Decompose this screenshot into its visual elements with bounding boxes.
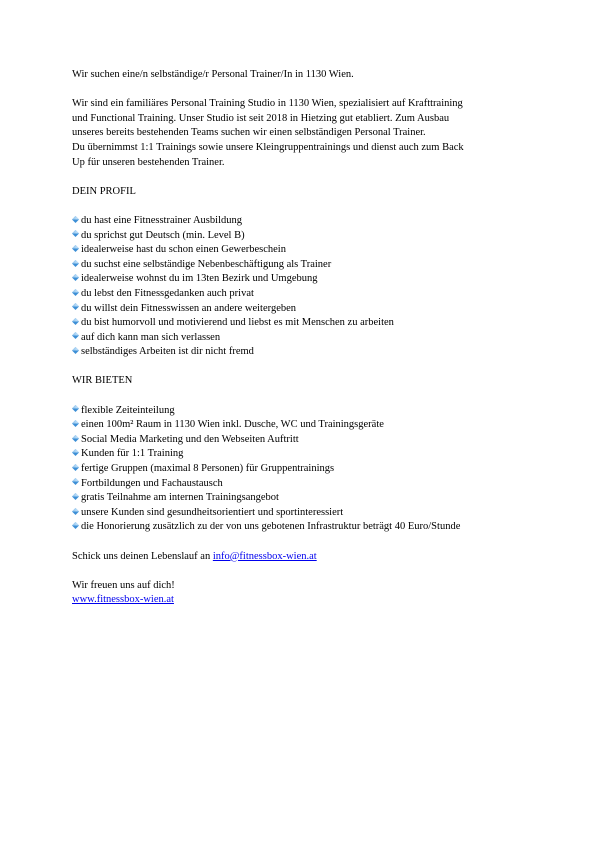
diamond-bullet-icon: [72, 464, 79, 471]
about-line: unseres bereits bestehenden Teams suchen wir einen selbständigen Personal Trainer.: [72, 127, 426, 139]
diamond-bullet-icon: [72, 332, 79, 339]
diamond-bullet-icon: [72, 508, 79, 515]
list-item: [72, 287, 542, 302]
list-item: [72, 214, 542, 229]
about-line: und Functional Training. Unser Studio ist seit 2018 in Hietzing gut etabliert. Zum Ausbau: [72, 112, 450, 124]
list-item: [72, 243, 542, 258]
diamond-bullet-icon: [72, 260, 79, 267]
list-item-text: unsere Kunden sind gesundheitsorientiert und sportinteressiert: [81, 506, 344, 518]
list-item: [72, 272, 542, 287]
list-item: [72, 404, 542, 419]
document-page: [72, 68, 542, 608]
diamond-bullet-icon: [72, 522, 79, 529]
list-item: [72, 302, 542, 317]
list-item-text: flexible Zeiteinteilung: [81, 404, 175, 416]
list-item-text: Social Media Marketing und den Webseiten Auftritt: [81, 433, 299, 445]
list-item: [72, 462, 542, 477]
diamond-bullet-icon: [72, 493, 79, 500]
list-item-text: idealerweise wohnst du im 13ten Bezirk und Umgebung: [81, 273, 318, 285]
list-item: [72, 316, 542, 331]
intro-text: Wir suchen eine/n selbständige/r Personal Trainer/In in 1130 Wien.: [72, 69, 354, 80]
list-item: [72, 331, 542, 346]
about-line: Wir sind ein familiäres Personal Training Studio in 1130 Wien, spezialisiert auf Krafttraining: [72, 98, 463, 110]
offer-list: [72, 404, 542, 535]
list-item: [72, 418, 542, 433]
diamond-bullet-icon: [72, 405, 79, 412]
list-item-text: gratis Teilnahme am internen Trainingsangebot: [81, 492, 279, 504]
list-item: [72, 345, 542, 360]
diamond-bullet-icon: [72, 478, 79, 485]
closing-text: Wir freuen uns auf dich!: [72, 579, 175, 591]
list-item-text: fertige Gruppen (maximal 8 Personen) für Gruppentrainings: [81, 463, 335, 475]
diamond-bullet-icon: [72, 216, 79, 223]
list-item-text: die Honorierung zusätzlich zu der von uns gebotenen Infrastruktur beträgt 40 Euro/Stunde: [81, 521, 461, 533]
list-item-text: einen 100m² Raum in 1130 Wien inkl. Dusche, WC und Trainingsgeräte: [81, 419, 384, 431]
about-line: Du übernimmst 1:1 Trainings sowie unsere Kleingruppentrainings und dienst auch zum Back: [72, 141, 464, 153]
list-item: [72, 491, 542, 506]
list-item: [72, 520, 542, 535]
list-item: [72, 433, 542, 448]
diamond-bullet-icon: [72, 420, 79, 427]
contact-line: [72, 550, 542, 565]
list-item-text: auf dich kann man sich verlassen: [81, 331, 221, 343]
list-item-text: Kunden für 1:1 Training: [81, 448, 184, 460]
about-paragraph: [72, 97, 542, 170]
list-item-text: du lebst den Fitnessgedanken auch privat: [81, 287, 254, 299]
website-line: [72, 593, 542, 608]
list-item-text: du hast eine Fitnesstrainer Ausbildung: [81, 214, 242, 226]
diamond-bullet-icon: [72, 347, 79, 354]
list-item-text: du sprichst gut Deutsch (min. Level B): [81, 229, 245, 241]
profile-list: [72, 214, 542, 360]
diamond-bullet-icon: [72, 245, 79, 252]
list-item-text: selbständiges Arbeiten ist dir nicht fremd: [81, 346, 254, 358]
list-item: [72, 477, 542, 492]
list-item: [72, 258, 542, 273]
list-item: [72, 447, 542, 462]
diamond-bullet-icon: [72, 303, 79, 310]
list-item: [72, 506, 542, 521]
diamond-bullet-icon: [72, 289, 79, 296]
profile-heading: DEIN PROFIL: [72, 185, 136, 197]
list-item-text: du suchst eine selbständige Nebenbeschäftigung als Trainer: [81, 258, 332, 270]
list-item-text: du bist humorvoll und motivierend und liebst es mit Menschen zu arbeiten: [81, 317, 394, 329]
diamond-bullet-icon: [72, 435, 79, 442]
diamond-bullet-icon: [72, 318, 79, 325]
list-item: [72, 229, 542, 244]
list-item-text: du willst dein Fitnesswissen an andere weitergeben: [81, 302, 297, 314]
about-line: Up für unseren bestehenden Trainer.: [72, 156, 225, 168]
list-item-text: idealerweise hast du schon einen Gewerbeschein: [81, 244, 286, 256]
email-link[interactable]: info@fitnessbox-wien.at: [212, 550, 317, 562]
offer-heading: WIR BIETEN: [72, 375, 133, 387]
website-link[interactable]: www.fitnessbox-wien.at: [72, 594, 174, 606]
contact-text: Schick uns deinen Lebenslauf an: [72, 550, 213, 562]
diamond-bullet-icon: [72, 449, 79, 456]
list-item-text: Fortbildungen und Fachaustausch: [81, 477, 223, 489]
closing-block: [72, 579, 542, 608]
diamond-bullet-icon: [72, 274, 79, 281]
diamond-bullet-icon: [72, 230, 79, 237]
